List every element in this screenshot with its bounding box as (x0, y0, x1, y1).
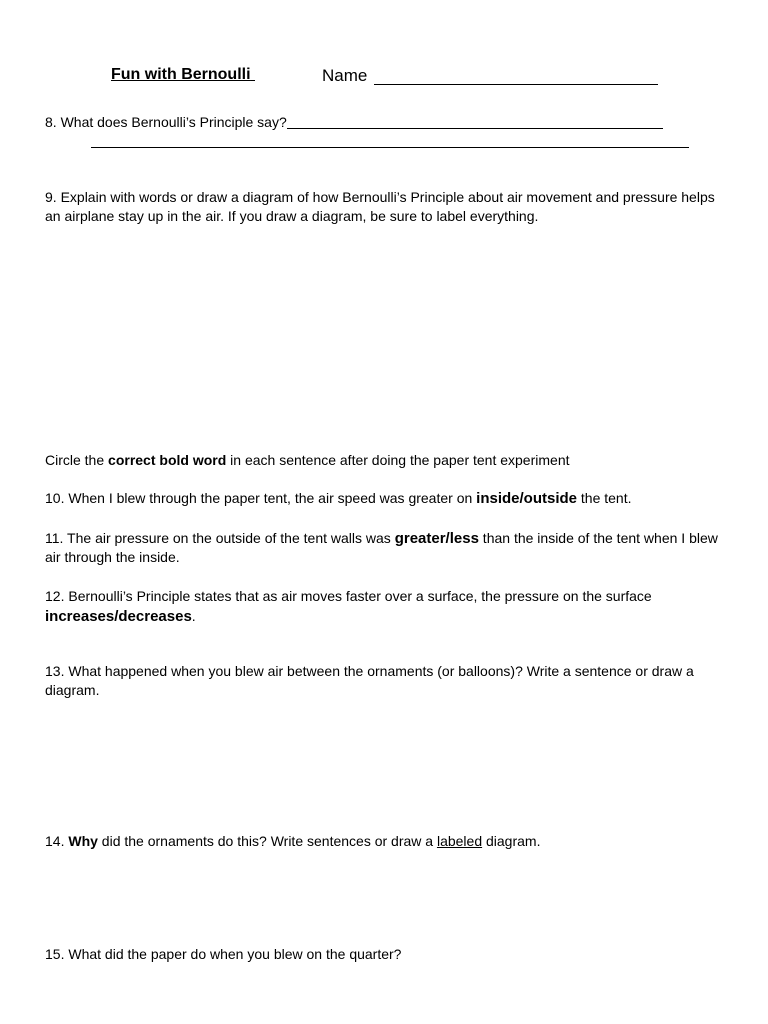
instructions-prefix: Circle the (45, 452, 109, 468)
question-11-choice[interactable]: greater/less (394, 530, 479, 547)
question-11-prefix: 11. The air pressure on the outside of the tent walls was (45, 530, 395, 546)
question-15: 15. What did the paper do when you blew on the quarter? (45, 946, 402, 962)
question-9-answer-area[interactable] (45, 232, 725, 437)
question-10-prefix: 10. When I blew through the paper tent, the air speed was greater on (45, 490, 477, 506)
question-13-answer-area[interactable] (45, 706, 725, 821)
question-14-number: 14. (45, 833, 69, 849)
question-14-bold-why: Why (68, 833, 98, 849)
question-8-answer-line-2[interactable] (91, 147, 689, 148)
question-11 (45, 529, 725, 567)
question-10-choice[interactable]: inside/outside (476, 490, 578, 507)
instructions-bold: correct bold word (108, 452, 227, 468)
name-label: Name (322, 66, 368, 85)
circle-instructions (45, 451, 570, 470)
worksheet-title: Fun with Bernoulli (111, 66, 251, 83)
question-10-suffix: the tent. (577, 490, 632, 506)
question-9: 9. Explain with words or draw a diagram of how Bernoulli’s Principle about air movement and pressure helps an airplane stay up in the air. If you draw a diagram, be sure to label everything. (45, 189, 715, 224)
question-14-middle: did the ornaments do this? Write sentences or draw a (97, 833, 437, 849)
question-12 (45, 586, 685, 627)
question-11-suffix: than the inside of the tent when I blew air through the inside. (45, 530, 718, 565)
name-answer-line[interactable] (374, 84, 658, 85)
question-8-answer-line-1[interactable] (287, 128, 663, 129)
question-12-choice[interactable]: increases/decreases (45, 608, 192, 625)
question-12-prefix: 12. Bernoulli’s Principle states that as air moves faster over a surface, the pressure on the surface (45, 588, 652, 604)
instructions-suffix: in each sentence after doing the paper tent experiment (226, 452, 570, 468)
question-10 (45, 489, 632, 508)
question-14-answer-area[interactable] (45, 858, 725, 938)
question-14-underlined: labeled (436, 833, 483, 849)
question-14 (45, 832, 540, 851)
question-12-suffix: . (191, 608, 196, 624)
question-15-answer-area[interactable] (45, 970, 725, 1020)
question-14-suffix: diagram. (482, 833, 541, 849)
question-8: 8. What does Bernoulli’s Principle say? (45, 114, 287, 130)
question-13: 13. What happened when you blew air between the ornaments (or balloons)? Write a sentence or draw a diagram. (45, 663, 694, 698)
